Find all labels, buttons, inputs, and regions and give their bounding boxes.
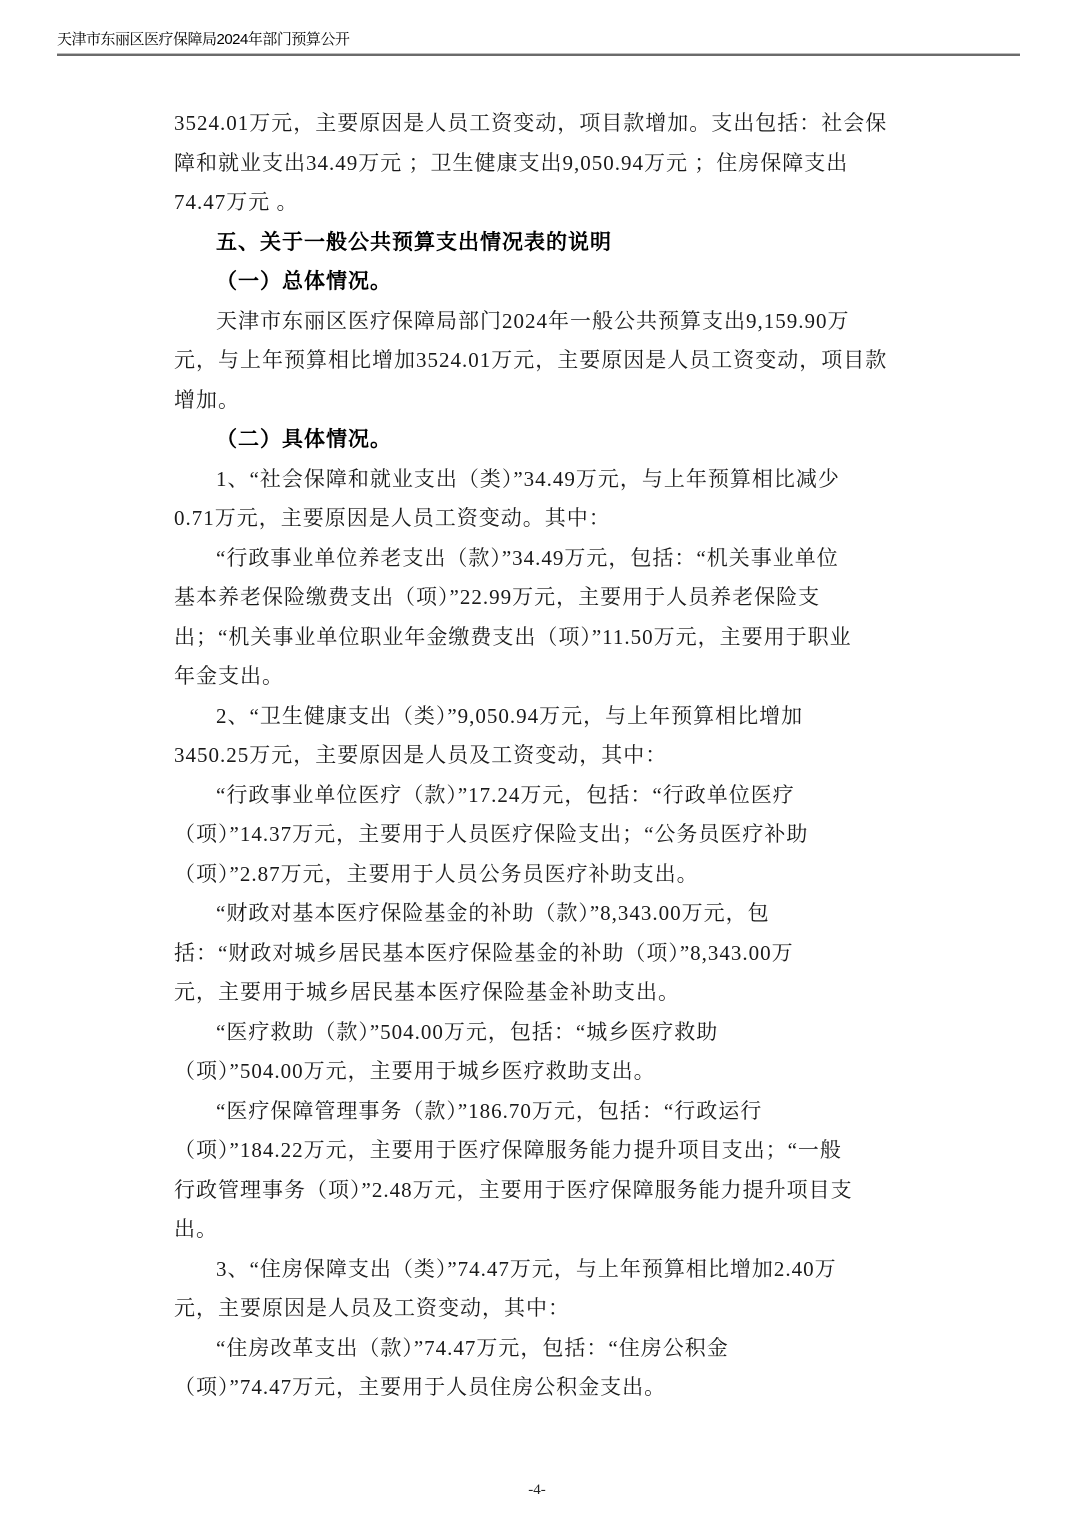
document-line: 基本养老保险缴费支出（项）”22.99万元，主要用于人员养老保险支 bbox=[174, 585, 821, 609]
document-body bbox=[174, 104, 914, 1408]
document-line: 3450.25万元，主要原因是人员及工资变动，其中： bbox=[174, 743, 668, 767]
document-line: 增加。 bbox=[174, 387, 240, 412]
document-line: “医疗救助（款）”504.00万元，包括：“城乡医疗救助 bbox=[216, 1019, 719, 1044]
header-title: 天津市东丽区医疗保障局2024年部门预算公开 bbox=[57, 31, 350, 48]
document-line: 3524.01万元，主要原因是人员工资变动，项目款增加。支出包括：社会保 bbox=[174, 111, 888, 135]
document-line: “住房改革支出（款）”74.47万元，包括：“住房公积金 bbox=[216, 1335, 729, 1360]
document-line: （项）”74.47万元，主要用于人员住房公积金支出。 bbox=[174, 1375, 667, 1399]
document-line: （二）具体情况。 bbox=[216, 427, 392, 451]
document-line: 2、“卫生健康支出（类）”9,050.94万元，与上年预算相比增加 bbox=[216, 703, 804, 728]
document-line: 出；“机关事业单位职业年金缴费支出（项）”11.50万元，主要用于职业 bbox=[174, 624, 852, 649]
document-line: 元，主要原因是人员及工资变动，其中： bbox=[174, 1296, 570, 1320]
document-line: 五、关于一般公共预算支出情况表的说明 bbox=[216, 230, 612, 254]
document-line: 年金支出。 bbox=[174, 664, 284, 688]
document-line: 括：“财政对城乡居民基本医疗保险基金的补助（项）”8,343.00万 bbox=[174, 940, 794, 965]
document-line: “财政对基本医疗保险基金的补助（款）”8,343.00万元，包 bbox=[216, 901, 770, 925]
document-line: 天津市东丽区医疗保障局部门2024年一般公共预算支出9,159.90万 bbox=[216, 308, 850, 333]
document-line: 元，与上年预算相比增加3524.01万元，主要原因是人员工资变动，项目款 bbox=[174, 348, 888, 372]
document-line: 74.47万元 。 bbox=[174, 190, 299, 214]
document-line: （一）总体情况。 bbox=[216, 269, 392, 293]
document-line: 3、“住房保障支出（类）”74.47万元，与上年预算相比增加2.40万 bbox=[216, 1256, 837, 1281]
page-number: -4- bbox=[528, 1482, 546, 1498]
page-footer bbox=[0, 1482, 1074, 1499]
document-line: 行政管理事务（项）”2.48万元，主要用于医疗保障服务能力提升项目支 bbox=[174, 1177, 853, 1202]
document-line: （项）”184.22万元，主要用于医疗保障服务能力提升项目支出；“一般 bbox=[174, 1138, 842, 1162]
document-line: （项）”14.37万元，主要用于人员医疗保险支出；“公务员医疗补助 bbox=[174, 822, 809, 846]
document-line: 元，主要用于城乡居民基本医疗保险基金补助支出。 bbox=[174, 980, 680, 1004]
document-line: “医疗保障管理事务（款）”186.70万元，包括：“行政运行 bbox=[216, 1098, 763, 1123]
document-line: 出。 bbox=[174, 1217, 218, 1241]
document-line: （项）”504.00万元，主要用于城乡医疗救助支出。 bbox=[174, 1059, 656, 1083]
document-line: （项）”2.87万元，主要用于人员公务员医疗补助支出。 bbox=[174, 861, 699, 886]
document-line: “行政事业单位养老支出（款）”34.49万元，包括：“机关事业单位 bbox=[216, 545, 839, 570]
document-line: 0.71万元，主要原因是人员工资变动。其中： bbox=[174, 506, 611, 530]
document-line: 1、“社会保障和就业支出（类）”34.49万元，与上年预算相比减少 bbox=[216, 466, 840, 491]
document-line: “行政事业单位医疗（款）”17.24万元，包括：“行政单位医疗 bbox=[216, 782, 795, 807]
header-divider bbox=[57, 53, 1020, 56]
document-line: 障和就业支出34.49万元 ；卫生健康支出9,050.94万元 ；住房保障支出 bbox=[174, 150, 849, 175]
